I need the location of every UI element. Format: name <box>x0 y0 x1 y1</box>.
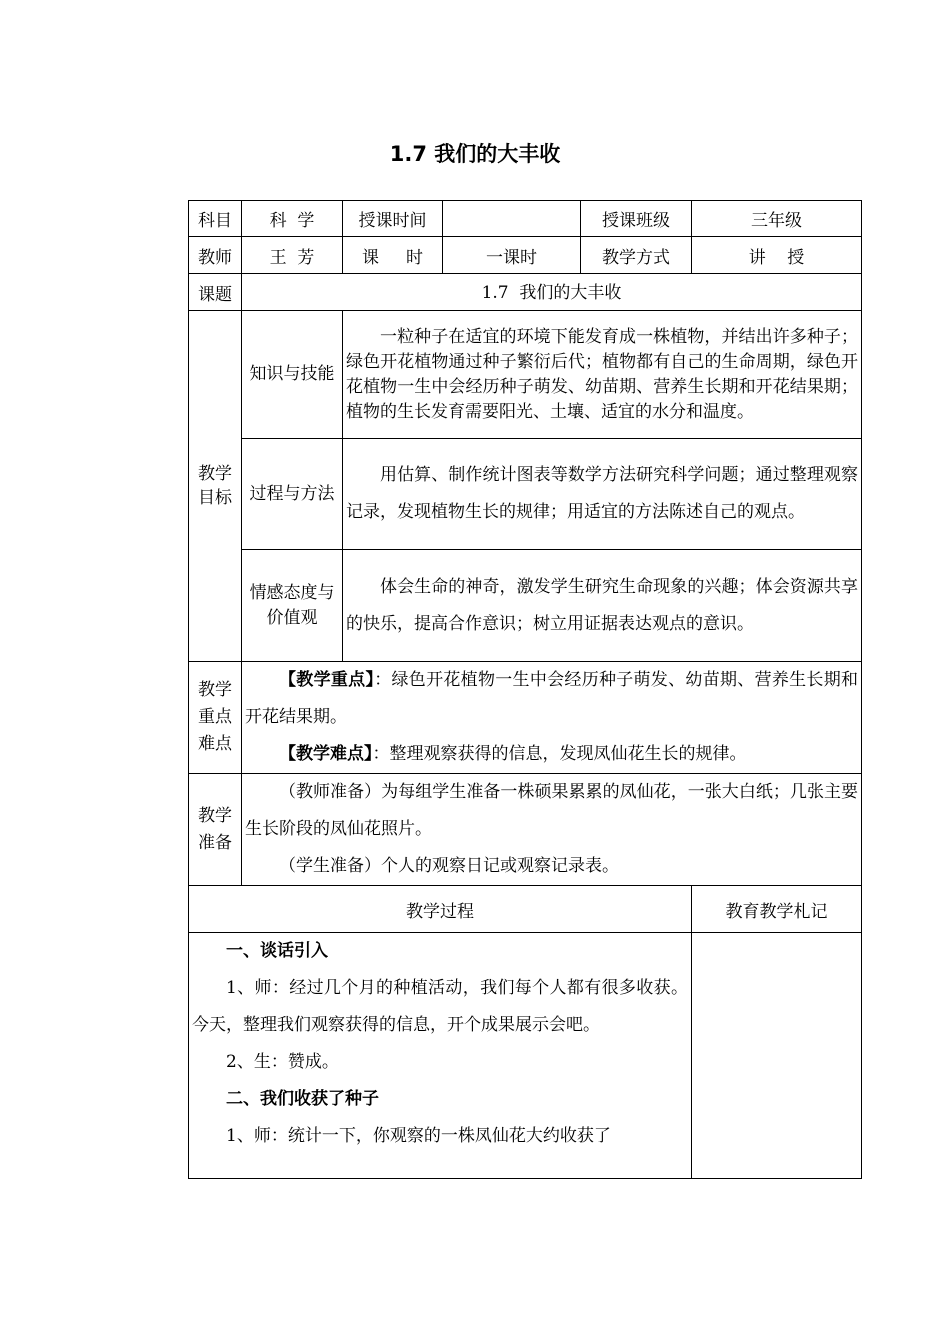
focus-label: 【教学重点】 <box>279 670 375 690</box>
process-paragraph: 1、师：统计一下，你观察的一株凤仙花大约收获了 <box>226 1126 611 1146</box>
topic-label: 课题 <box>189 274 242 311</box>
process-paragraph: 1、师：经过几个月的种植活动，我们每个人都有很多收获。今天，整理我们观察获得的信息，开个成果展示会吧。 <box>192 978 688 1035</box>
process-method-text: 用估算、制作统计图表等数学方法研究科学问题；通过整理观察记录，发现植物生长的规律；用适宜的方法陈述自己的观点。 <box>343 439 862 550</box>
knowledge-label: 知识与技能 <box>242 311 343 439</box>
emotion-text: 体会生命的神奇，激发学生研究生命现象的兴趣；体会资源共享的快乐，提高合作意识；树立用证据表达观点的意识。 <box>343 550 862 662</box>
topic-value: 1.7 我们的大丰收 <box>242 274 862 311</box>
teacher-label: 教师 <box>189 237 242 274</box>
teacher-value: 王 芳 <box>242 237 343 274</box>
preparation-label-text: 教学准备 <box>198 805 232 853</box>
method-value: 讲 授 <box>692 237 862 274</box>
focus-text: ：绿色开花植物一生中会经历种子萌发、幼苗期、营养生长期和开花结果期。 <box>245 670 859 727</box>
subject-value: 科 学 <box>242 201 343 237</box>
time-label: 授课时间 <box>343 201 443 237</box>
goals-label <box>189 311 242 662</box>
class-value: 三年级 <box>692 201 862 237</box>
difficulty-text: ：整理观察获得的信息，发现凤仙花生长的规律。 <box>372 744 747 764</box>
keypoints-label-text: 教学重点难点 <box>198 680 232 754</box>
period-label: 课 时 <box>343 237 443 274</box>
teacher-prep: （教师准备）为每组学生准备一株硕果累累的凤仙花，一张大白纸；几张主要生长阶段的凤仙花照片。 <box>245 782 858 839</box>
difficulty-paragraph <box>245 736 858 773</box>
page-title: 1.7 我们的大丰收 <box>389 142 561 166</box>
process-body <box>189 933 692 1179</box>
preparation-label <box>189 774 242 886</box>
section-heading: 一、谈话引入 <box>226 941 328 961</box>
notes-body <box>692 933 862 1179</box>
keypoints-content <box>242 662 862 774</box>
period-value: 一课时 <box>443 237 581 274</box>
process-header: 教学过程 <box>189 886 692 933</box>
subject-label: 科目 <box>189 201 242 237</box>
time-value <box>443 201 581 237</box>
emotion-label-text: 情感态度与价值观 <box>249 582 335 628</box>
student-prep: （学生准备）个人的观察日记或观察记录表。 <box>279 856 619 876</box>
focus-paragraph <box>245 662 858 736</box>
process-paragraph: 2、生：赞成。 <box>226 1052 339 1072</box>
keypoints-label <box>189 662 242 774</box>
notes-header: 教育教学札记 <box>692 886 862 933</box>
lesson-plan-table <box>188 200 862 1179</box>
section-heading: 二、我们收获了种子 <box>226 1089 379 1109</box>
knowledge-text: 一粒种子在适宜的环境下能发育成一株植物，并结出许多种子；绿色开花植物通过种子繁衍后代；植物都有自己的生命周期，绿色开花植物一生中会经历种子萌发、幼苗期、营养生长期和开花结果期；植物的生长发育需要阳光、土壤、适宜的水分和温度。 <box>343 311 862 439</box>
difficulty-label: 【教学难点】 <box>279 744 373 764</box>
class-label: 授课班级 <box>581 201 692 237</box>
preparation-content <box>242 774 862 886</box>
goals-label-text: 教学目标 <box>198 464 232 508</box>
method-label: 教学方式 <box>581 237 692 274</box>
process-method-label: 过程与方法 <box>242 439 343 550</box>
emotion-label <box>242 550 343 662</box>
